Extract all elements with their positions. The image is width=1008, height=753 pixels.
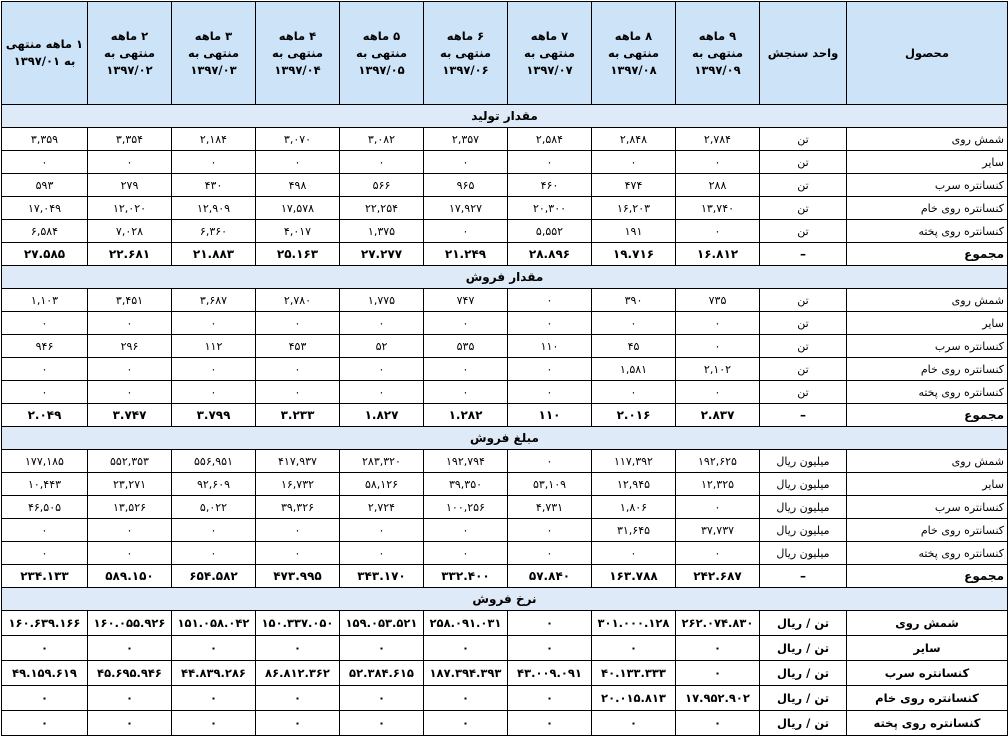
product-name: کنسانتره سرب	[847, 174, 1008, 197]
value-cell: ۱۷,۹۲۷	[424, 197, 508, 220]
value-cell: ۰	[172, 711, 256, 736]
value-cell: ۰	[340, 542, 424, 565]
value-cell: ۱۹۲,۶۲۵	[676, 450, 760, 473]
unit-cell: تن / ریال	[760, 636, 847, 661]
value-cell: ۴۵.۶۹۵.۹۴۶	[88, 661, 172, 686]
value-cell: ۰	[424, 151, 508, 174]
value-cell: ۰	[88, 151, 172, 174]
product-name: کنسانتره سرب	[847, 661, 1008, 686]
value-cell: ۳۷,۷۳۷	[676, 519, 760, 542]
value-cell: ۰	[2, 636, 88, 661]
value-cell: ۴,۰۱۷	[256, 220, 340, 243]
value-cell: ۱,۳۷۵	[340, 220, 424, 243]
value-cell: ۱۸۷.۳۹۴.۳۹۳	[424, 661, 508, 686]
value-cell: ۹۲,۶۰۹	[172, 473, 256, 496]
total-value-cell: ۱۹.۷۱۶	[592, 243, 676, 266]
value-cell: ۵۸,۱۲۶	[340, 473, 424, 496]
table-row	[2, 197, 1008, 220]
product-name: کنسانتره روی خام	[847, 358, 1008, 381]
value-cell: ۱۲,۳۲۵	[676, 473, 760, 496]
value-cell: ۰	[2, 312, 88, 335]
value-cell: ۴۰.۱۳۳.۳۳۳	[592, 661, 676, 686]
table-row	[2, 381, 1008, 404]
value-cell: ۲۹۶	[88, 335, 172, 358]
unit-cell: تن	[760, 312, 847, 335]
value-cell: ۳۰۱.۰۰۰.۱۲۸	[592, 611, 676, 636]
value-cell: ۴۵۳	[256, 335, 340, 358]
value-cell: ۴۵	[592, 335, 676, 358]
section-header-row	[2, 266, 1008, 289]
table-row	[2, 711, 1008, 736]
value-cell: ۱۲,۹۰۹	[172, 197, 256, 220]
value-cell: ۱۱۰	[508, 335, 592, 358]
value-cell: ۰	[508, 289, 592, 312]
value-cell: ۰	[172, 519, 256, 542]
value-cell: ۵۹۳	[2, 174, 88, 197]
value-cell: ۰	[508, 636, 592, 661]
table-row	[2, 661, 1008, 686]
value-cell: ۰	[676, 381, 760, 404]
section-header-row	[2, 105, 1008, 128]
value-cell: ۰	[256, 686, 340, 711]
total-value-cell: ۲۱.۸۸۳	[172, 243, 256, 266]
total-value-cell: ۳.۷۴۷	[88, 404, 172, 427]
value-cell: ۳۹۰	[592, 289, 676, 312]
total-value-cell: ۲.۰۴۹	[2, 404, 88, 427]
total-value-cell: ۳۳۲.۴۰۰	[424, 565, 508, 588]
value-cell: ۵۶۶	[340, 174, 424, 197]
value-cell: ۰	[256, 636, 340, 661]
value-cell: ۰	[676, 335, 760, 358]
value-cell: ۵۳۵	[424, 335, 508, 358]
value-cell: ۰	[508, 611, 592, 636]
value-cell: ۰	[592, 542, 676, 565]
value-cell: ۰	[592, 711, 676, 736]
value-cell: ۰	[256, 151, 340, 174]
value-cell: ۲,۷۸۰	[256, 289, 340, 312]
value-cell: ۰	[508, 358, 592, 381]
unit-cell: تن	[760, 151, 847, 174]
product-name: کنسانتره روی خام	[847, 519, 1008, 542]
value-cell: ۰	[676, 636, 760, 661]
total-value-cell: ۵۷.۸۴۰	[508, 565, 592, 588]
unit-cell: میلیون ریال	[760, 473, 847, 496]
value-cell: ۰	[340, 519, 424, 542]
value-cell: ۲۵۸.۰۹۱.۰۳۱	[424, 611, 508, 636]
value-cell: ۰	[256, 312, 340, 335]
unit-cell: میلیون ریال	[760, 450, 847, 473]
total-value-cell: ۲۷.۲۷۷	[340, 243, 424, 266]
value-cell: ۱۵۰.۳۳۷.۰۵۰	[256, 611, 340, 636]
value-cell: ۲,۵۸۴	[508, 128, 592, 151]
value-cell: ۰	[676, 661, 760, 686]
value-cell: ۰	[508, 686, 592, 711]
product-name: شمش روی	[847, 128, 1008, 151]
header-period-7: ۳ ماهه منتهی به ۱۳۹۷/۰۳	[172, 2, 256, 105]
value-cell: ۲۶۲.۰۷۴.۸۳۰	[676, 611, 760, 636]
value-cell: ۰	[256, 519, 340, 542]
header-row	[2, 2, 1008, 105]
total-value-cell: ۱.۲۸۲	[424, 404, 508, 427]
value-cell: ۰	[2, 519, 88, 542]
value-cell: ۰	[508, 312, 592, 335]
product-name: کنسانتره روی پخته	[847, 542, 1008, 565]
value-cell: ۲۳,۲۷۱	[88, 473, 172, 496]
unit-cell: میلیون ریال	[760, 496, 847, 519]
table-row	[2, 611, 1008, 636]
value-cell: ۱۷,۰۴۹	[2, 197, 88, 220]
total-value-cell: ۲.۸۳۷	[676, 404, 760, 427]
total-value-cell: ۶۵۴.۵۸۲	[172, 565, 256, 588]
header-period-8: ۲ ماهه منتهی به ۱۳۹۷/۰۲	[88, 2, 172, 105]
value-cell: ۰	[592, 151, 676, 174]
total-value-cell: ۲۳۴.۱۳۳	[2, 565, 88, 588]
value-cell: ۳۹,۳۲۶	[256, 496, 340, 519]
value-cell: ۲۸۳,۳۲۰	[340, 450, 424, 473]
value-cell: ۴۹۸	[256, 174, 340, 197]
header-period-9: ۱ ماهه منتهی به ۱۳۹۷/۰۱	[2, 2, 88, 105]
table-row	[2, 358, 1008, 381]
value-cell: ۰	[88, 686, 172, 711]
value-cell: ۰	[424, 542, 508, 565]
value-cell: ۱۷۷,۱۸۵	[2, 450, 88, 473]
unit-cell: تن / ریال	[760, 611, 847, 636]
value-cell: ۴۳۰	[172, 174, 256, 197]
value-cell: ۳,۶۸۷	[172, 289, 256, 312]
section-title: نرخ فروش	[2, 588, 1008, 611]
value-cell: ۰	[508, 542, 592, 565]
value-cell: ۹۶۵	[424, 174, 508, 197]
value-cell: ۲,۱۰۲	[676, 358, 760, 381]
unit-cell: –	[760, 243, 847, 266]
value-cell: ۵۲.۳۸۴.۶۱۵	[340, 661, 424, 686]
value-cell: ۰	[340, 151, 424, 174]
total-value-cell: ۲۲.۶۸۱	[88, 243, 172, 266]
section-title: مقدار تولید	[2, 105, 1008, 128]
value-cell: ۰	[424, 358, 508, 381]
value-cell: ۲,۱۸۴	[172, 128, 256, 151]
unit-cell: تن / ریال	[760, 686, 847, 711]
value-cell: ۲۰.۰۱۵.۸۱۳	[592, 686, 676, 711]
table-row	[2, 519, 1008, 542]
value-cell: ۰	[508, 711, 592, 736]
value-cell: ۰	[256, 542, 340, 565]
value-cell: ۰	[172, 542, 256, 565]
unit-cell: تن	[760, 358, 847, 381]
value-cell: ۰	[172, 636, 256, 661]
value-cell: ۲۲,۲۵۴	[340, 197, 424, 220]
header-period-1: ۹ ماهه منتهی به ۱۳۹۷/۰۹	[676, 2, 760, 105]
value-cell: ۴۹.۱۵۹.۶۱۹	[2, 661, 88, 686]
header-period-3: ۷ ماهه منتهی به ۱۳۹۷/۰۷	[508, 2, 592, 105]
value-cell: ۰	[592, 381, 676, 404]
total-row	[2, 243, 1008, 266]
total-value-cell: ۲.۰۱۶	[592, 404, 676, 427]
value-cell: ۳۱,۶۴۵	[592, 519, 676, 542]
unit-cell: تن	[760, 335, 847, 358]
unit-cell: تن	[760, 289, 847, 312]
product-name: سایر	[847, 473, 1008, 496]
value-cell: ۰	[256, 711, 340, 736]
value-cell: ۱۶۰.۶۳۹.۱۶۶	[2, 611, 88, 636]
value-cell: ۱۷.۹۵۲.۹۰۲	[676, 686, 760, 711]
value-cell: ۵۵۲,۳۵۳	[88, 450, 172, 473]
value-cell: ۰	[340, 686, 424, 711]
table-row	[2, 220, 1008, 243]
table-row	[2, 174, 1008, 197]
value-cell: ۵۵۶,۹۵۱	[172, 450, 256, 473]
value-cell: ۰	[508, 450, 592, 473]
value-cell: ۰	[592, 312, 676, 335]
value-cell: ۷,۰۲۸	[88, 220, 172, 243]
value-cell: ۰	[340, 312, 424, 335]
value-cell: ۲۸۸	[676, 174, 760, 197]
value-cell: ۰	[508, 519, 592, 542]
unit-cell: تن	[760, 381, 847, 404]
total-value-cell: ۲۴۲.۶۸۷	[676, 565, 760, 588]
value-cell: ۴۶,۵۰۵	[2, 496, 88, 519]
value-cell: ۱۰۰,۲۵۶	[424, 496, 508, 519]
value-cell: ۰	[424, 220, 508, 243]
total-value-cell: ۱۱۰	[508, 404, 592, 427]
value-cell: ۰	[508, 381, 592, 404]
total-value-cell: ۴۷۳.۹۹۵	[256, 565, 340, 588]
value-cell: ۰	[2, 358, 88, 381]
unit-cell: –	[760, 565, 847, 588]
value-cell: ۰	[2, 542, 88, 565]
header-period-4: ۶ ماهه منتهی به ۱۳۹۷/۰۶	[424, 2, 508, 105]
sales-report-table	[1, 1, 1008, 736]
product-name: کنسانتره روی پخته	[847, 711, 1008, 736]
value-cell: ۰	[676, 220, 760, 243]
value-cell: ۰	[88, 542, 172, 565]
value-cell: ۰	[676, 711, 760, 736]
value-cell: ۰	[508, 151, 592, 174]
value-cell: ۱۳,۵۲۶	[88, 496, 172, 519]
value-cell: ۰	[88, 636, 172, 661]
value-cell: ۱۰,۴۴۳	[2, 473, 88, 496]
value-cell: ۰	[88, 519, 172, 542]
value-cell: ۳,۳۵۹	[2, 128, 88, 151]
value-cell: ۴۶۰	[508, 174, 592, 197]
table-row	[2, 151, 1008, 174]
value-cell: ۱,۸۰۶	[592, 496, 676, 519]
value-cell: ۲,۳۵۷	[424, 128, 508, 151]
value-cell: ۰	[2, 711, 88, 736]
product-name: کنسانتره روی خام	[847, 197, 1008, 220]
unit-cell: میلیون ریال	[760, 542, 847, 565]
value-cell: ۴۱۷,۹۳۷	[256, 450, 340, 473]
value-cell: ۲,۷۲۴	[340, 496, 424, 519]
header-unit: واحد سنجش	[760, 2, 847, 105]
value-cell: ۵,۰۲۲	[172, 496, 256, 519]
value-cell: ۱۲,۹۴۵	[592, 473, 676, 496]
value-cell: ۱۶,۷۳۲	[256, 473, 340, 496]
value-cell: ۰	[256, 381, 340, 404]
value-cell: ۱۹۱	[592, 220, 676, 243]
product-name: کنسانتره سرب	[847, 335, 1008, 358]
value-cell: ۲۰,۳۰۰	[508, 197, 592, 220]
product-name: شمش روی	[847, 450, 1008, 473]
total-row	[2, 565, 1008, 588]
table-row	[2, 450, 1008, 473]
value-cell: ۱۶۰.۰۵۵.۹۲۶	[88, 611, 172, 636]
product-name: کنسانتره روی پخته	[847, 220, 1008, 243]
total-label: مجموع	[847, 404, 1008, 427]
total-value-cell: ۳.۷۹۹	[172, 404, 256, 427]
value-cell: ۹۴۶	[2, 335, 88, 358]
value-cell: ۱۵۱.۰۵۸.۰۴۲	[172, 611, 256, 636]
value-cell: ۱,۷۷۵	[340, 289, 424, 312]
value-cell: ۳,۴۵۱	[88, 289, 172, 312]
total-value-cell: ۱۶.۸۱۲	[676, 243, 760, 266]
value-cell: ۲,۸۴۸	[592, 128, 676, 151]
unit-cell: تن / ریال	[760, 661, 847, 686]
total-label: مجموع	[847, 243, 1008, 266]
section-header-row	[2, 427, 1008, 450]
table-row	[2, 496, 1008, 519]
value-cell: ۰	[88, 711, 172, 736]
unit-cell: تن	[760, 197, 847, 220]
value-cell: ۲۷۹	[88, 174, 172, 197]
section-title: مقدار فروش	[2, 266, 1008, 289]
total-value-cell: ۱.۸۲۷	[340, 404, 424, 427]
value-cell: ۰	[340, 636, 424, 661]
total-label: مجموع	[847, 565, 1008, 588]
value-cell: ۰	[340, 381, 424, 404]
value-cell: ۱,۵۸۱	[592, 358, 676, 381]
table-row	[2, 335, 1008, 358]
unit-cell: تن	[760, 220, 847, 243]
value-cell: ۷۳۵	[676, 289, 760, 312]
value-cell: ۷۴۷	[424, 289, 508, 312]
unit-cell: تن	[760, 174, 847, 197]
product-name: سایر	[847, 312, 1008, 335]
value-cell: ۳,۰۷۰	[256, 128, 340, 151]
value-cell: ۱۲,۰۲۰	[88, 197, 172, 220]
value-cell: ۱۷,۵۷۸	[256, 197, 340, 220]
value-cell: ۳,۰۸۲	[340, 128, 424, 151]
table-row	[2, 473, 1008, 496]
value-cell: ۴۷۴	[592, 174, 676, 197]
total-value-cell: ۱۶۳.۷۸۸	[592, 565, 676, 588]
value-cell: ۱۹۲,۷۹۴	[424, 450, 508, 473]
value-cell: ۴۴.۸۳۹.۲۸۶	[172, 661, 256, 686]
value-cell: ۸۶.۸۱۲.۳۶۲	[256, 661, 340, 686]
header-period-5: ۵ ماهه منتهی به ۱۳۹۷/۰۵	[340, 2, 424, 105]
value-cell: ۱۱۲	[172, 335, 256, 358]
value-cell: ۳,۳۵۴	[88, 128, 172, 151]
value-cell: ۰	[340, 711, 424, 736]
product-name: کنسانتره سرب	[847, 496, 1008, 519]
value-cell: ۰	[676, 151, 760, 174]
value-cell: ۰	[88, 312, 172, 335]
table-row	[2, 542, 1008, 565]
value-cell: ۰	[88, 358, 172, 381]
section-header-row	[2, 588, 1008, 611]
value-cell: ۱۵۹.۰۵۳.۵۲۱	[340, 611, 424, 636]
header-period-2: ۸ ماهه منتهی به ۱۳۹۷/۰۸	[592, 2, 676, 105]
value-cell: ۴۳.۰۰۹.۰۹۱	[508, 661, 592, 686]
product-name: کنسانتره روی پخته	[847, 381, 1008, 404]
value-cell: ۵,۵۵۲	[508, 220, 592, 243]
product-name: کنسانتره روی خام	[847, 686, 1008, 711]
unit-cell: تن	[760, 128, 847, 151]
value-cell: ۰	[592, 636, 676, 661]
header-period-6: ۴ ماهه منتهی به ۱۳۹۷/۰۴	[256, 2, 340, 105]
value-cell: ۶,۳۶۰	[172, 220, 256, 243]
value-cell: ۴,۷۳۱	[508, 496, 592, 519]
value-cell: ۰	[340, 358, 424, 381]
value-cell: ۰	[676, 542, 760, 565]
value-cell: ۱۶,۲۰۳	[592, 197, 676, 220]
product-name: شمش روی	[847, 289, 1008, 312]
value-cell: ۰	[88, 381, 172, 404]
total-value-cell: ۲۵.۱۶۳	[256, 243, 340, 266]
product-name: شمش روی	[847, 611, 1008, 636]
value-cell: ۳۹,۳۵۰	[424, 473, 508, 496]
total-value-cell: ۲۸.۸۹۶	[508, 243, 592, 266]
value-cell: ۰	[424, 381, 508, 404]
table-row	[2, 312, 1008, 335]
total-value-cell: ۲۱.۲۴۹	[424, 243, 508, 266]
value-cell: ۰	[424, 686, 508, 711]
value-cell: ۰	[676, 496, 760, 519]
table-row	[2, 128, 1008, 151]
total-value-cell: ۳.۲۳۳	[256, 404, 340, 427]
value-cell: ۶,۵۸۴	[2, 220, 88, 243]
unit-cell: –	[760, 404, 847, 427]
value-cell: ۰	[172, 686, 256, 711]
unit-cell: تن / ریال	[760, 711, 847, 736]
table-row	[2, 289, 1008, 312]
value-cell: ۰	[2, 381, 88, 404]
value-cell: ۰	[256, 358, 340, 381]
value-cell: ۰	[172, 312, 256, 335]
value-cell: ۰	[172, 151, 256, 174]
value-cell: ۱,۱۰۳	[2, 289, 88, 312]
value-cell: ۰	[172, 358, 256, 381]
total-value-cell: ۲۷.۵۸۵	[2, 243, 88, 266]
value-cell: ۱۳,۷۴۰	[676, 197, 760, 220]
report-body	[2, 105, 1008, 736]
total-value-cell: ۵۸۹.۱۵۰	[88, 565, 172, 588]
product-name: سایر	[847, 636, 1008, 661]
value-cell: ۰	[676, 312, 760, 335]
table-row	[2, 686, 1008, 711]
value-cell: ۵۳,۱۰۹	[508, 473, 592, 496]
value-cell: ۲,۷۸۴	[676, 128, 760, 151]
table-row	[2, 636, 1008, 661]
value-cell: ۰	[172, 381, 256, 404]
value-cell: ۰	[2, 151, 88, 174]
value-cell: ۰	[424, 312, 508, 335]
value-cell: ۱۱۷,۳۹۲	[592, 450, 676, 473]
unit-cell: میلیون ریال	[760, 519, 847, 542]
header-product: محصول	[847, 2, 1008, 105]
total-row	[2, 404, 1008, 427]
value-cell: ۰	[2, 686, 88, 711]
value-cell: ۰	[424, 711, 508, 736]
section-title: مبلغ فروش	[2, 427, 1008, 450]
product-name: سایر	[847, 151, 1008, 174]
value-cell: ۰	[424, 636, 508, 661]
value-cell: ۰	[424, 519, 508, 542]
total-value-cell: ۳۴۳.۱۷۰	[340, 565, 424, 588]
value-cell: ۵۲	[340, 335, 424, 358]
